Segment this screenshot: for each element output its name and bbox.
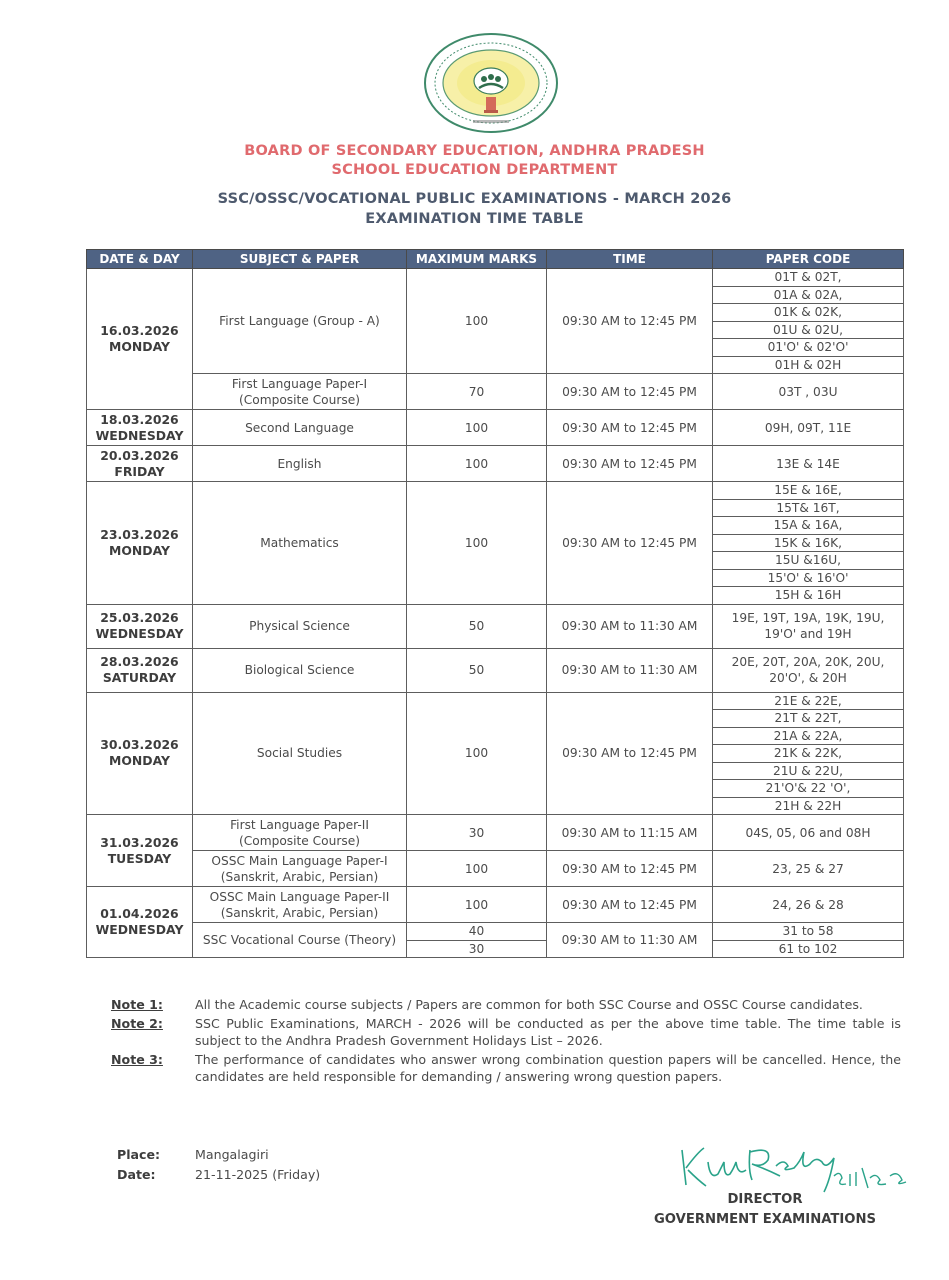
time-cell: 09:30 AM to 12:45 PM [547,269,713,374]
time-cell: 09:30 AM to 12:45 PM [547,692,713,815]
time-cell: 09:30 AM to 11:30 AM [547,648,713,692]
exam-date: 20.03.2026 [100,447,179,463]
time-cell: 09:30 AM to 11:15 AM [547,815,713,851]
note-text: The performance of candidates who answer wrong combination question papers will be cancelled. Hence, the candidates are held responsible for demanding / answering wrong question papers. [195,1051,901,1084]
date-cell [87,269,193,410]
table-header-row [87,250,904,269]
notes-section [111,996,901,1087]
marks-cell: 100 [407,887,547,923]
signatory-department: GOVERNMENT EXAMINATIONS [653,1212,877,1227]
paper-code-cell [713,648,904,692]
signature-icon [676,1140,926,1200]
marks-cell: 50 [407,648,547,692]
note-label: Note 3: [111,1051,163,1067]
time-cell: 09:30 AM to 11:30 AM [547,604,713,648]
note-item [111,996,901,1014]
subject-cell: Physical Science [193,604,407,648]
subject-cell [193,887,407,923]
paper-code-cell: 21T & 22T, [713,710,904,728]
time-cell: 09:30 AM to 12:45 PM [547,410,713,446]
date-cell [87,604,193,648]
note-item [111,1051,901,1086]
table-row [87,446,904,482]
marks-cell: 100 [407,269,547,374]
column-header-marks: MAXIMUM MARKS [407,250,547,269]
paper-code-cell: 15A & 16A, [713,517,904,535]
subject-cell: Biological Science [193,648,407,692]
note-label: Note 1: [111,997,163,1012]
date-cell [87,648,193,692]
subject-cell: Social Studies [193,692,407,815]
subject-cell: SSC Vocational Course (Theory) [193,923,407,958]
date-label: Date: [117,1167,156,1182]
subject-line: (Composite Course) [239,833,360,848]
table-row [87,604,904,648]
date-cell [87,410,193,446]
government-emblem-icon [423,33,559,137]
paper-code-line: 19'O' and 19H [764,627,852,641]
paper-code-cell: 15U &16U, [713,552,904,570]
paper-code-line: 20E, 20T, 20A, 20K, 20U, [731,655,885,669]
signatory-designation: DIRECTOR [727,1192,803,1207]
paper-code-cell: 23, 25 & 27 [713,851,904,887]
marks-cell: 100 [407,482,547,605]
paper-code-cell: 61 to 102 [713,940,904,958]
paper-code-line: 20'O', & 20H [769,671,847,685]
paper-code-cell: 21H & 22H [713,797,904,815]
board-name: BOARD OF SECONDARY EDUCATION, ANDHRA PRADESH [244,143,705,159]
exam-timetable [86,249,904,958]
marks-cell: 50 [407,604,547,648]
subject-cell: First Language (Group - A) [193,269,407,374]
exam-date: 18.03.2026 [100,411,179,427]
exam-day: WEDNESDAY [95,626,184,641]
time-cell: 09:30 AM to 12:45 PM [547,446,713,482]
marks-cell: 100 [407,851,547,887]
subject-line: First Language Paper-I [231,376,368,391]
exam-date: 23.03.2026 [100,526,179,542]
subject-cell: Mathematics [193,482,407,605]
paper-code-cell: 01A & 02A, [713,286,904,304]
time-cell: 09:30 AM to 12:45 PM [547,851,713,887]
time-cell: 09:30 AM to 11:30 AM [547,923,713,958]
paper-code-cell: 31 to 58 [713,923,904,941]
paper-code-cell: 01H & 02H [713,356,904,374]
exam-date: 31.03.2026 [100,834,179,850]
exam-date: 16.03.2026 [100,323,179,338]
date-cell [87,446,193,482]
subject-line: (Sanskrit, Arabic, Persian) [220,869,379,884]
exam-day: FRIDAY [114,463,165,479]
subject-cell: Second Language [193,410,407,446]
table-row [87,648,904,692]
department-name: SCHOOL EDUCATION DEPARTMENT [331,162,618,178]
exam-date: 28.03.2026 [100,654,179,669]
exam-date: 01.04.2026 [100,906,179,921]
paper-code-cell: 15T& 16T, [713,499,904,517]
column-header-date: DATE & DAY [87,250,193,269]
table-row [87,692,904,710]
paper-code-cell: 01'O' & 02'O' [713,339,904,357]
paper-code-cell: 15E & 16E, [713,482,904,500]
marks-cell: 40 [407,923,547,941]
note-text: SSC Public Examinations, MARCH - 2026 will be conducted as per the above time table. The time table is subject to the Andhra Pradesh Government Holidays List – 2026. [195,1015,901,1048]
table-row [87,851,904,887]
table-row [87,482,904,500]
paper-code-cell: 01T & 02T, [713,269,904,287]
date-cell [87,815,193,887]
column-header-subject: SUBJECT & PAPER [193,250,407,269]
document-title: SSC/OSSC/VOCATIONAL PUBLIC EXAMINATIONS - MARCH 2026 [217,191,732,207]
subject-line: (Composite Course) [239,392,360,407]
date-cell [87,692,193,815]
paper-code-cell: 15H & 16H [713,587,904,605]
subject-cell [193,851,407,887]
exam-day: WEDNESDAY [95,427,184,443]
table-row [87,887,904,923]
exam-date: 30.03.2026 [100,737,179,753]
paper-code-cell: 04S, 05, 06 and 08H [713,815,904,851]
subject-cell: English [193,446,407,482]
subject-line: OSSC Main Language Paper-I [211,853,388,868]
marks-cell: 100 [407,410,547,446]
paper-code-cell: 21U & 22U, [713,762,904,780]
marks-cell: 70 [407,374,547,410]
place-label: Place: [117,1147,161,1162]
table-row [87,269,904,287]
paper-code-cell: 01K & 02K, [713,304,904,322]
time-cell: 09:30 AM to 12:45 PM [547,374,713,410]
exam-day: SATURDAY [102,670,177,685]
subject-line: (Sanskrit, Arabic, Persian) [220,905,379,920]
document-subtitle: EXAMINATION TIME TABLE [365,211,584,227]
place-value: Mangalagiri [195,1147,269,1162]
marks-cell: 30 [407,940,547,958]
paper-code-cell: 03T , 03U [713,374,904,410]
paper-code-cell: 24, 26 & 28 [713,887,904,923]
paper-code-cell [713,604,904,648]
table-row [87,815,904,851]
exam-day: MONDAY [109,753,170,769]
column-header-time: TIME [547,250,713,269]
marks-cell: 30 [407,815,547,851]
place-date-block [117,1145,320,1185]
note-item [111,1015,901,1050]
exam-day: MONDAY [109,339,170,354]
time-cell: 09:30 AM to 12:45 PM [547,482,713,605]
table-row [87,923,904,941]
exam-day: MONDAY [109,542,170,558]
paper-code-line: 19E, 19T, 19A, 19K, 19U, [731,611,885,625]
note-label: Note 2: [111,1015,163,1031]
paper-code-cell: 21A & 22A, [713,727,904,745]
note-text: All the Academic course subjects / Papers are common for both SSC Course and OSSC Course candidates. [195,997,863,1012]
date-value: 21-11-2025 (Friday) [195,1167,321,1182]
column-header-paper-code: PAPER CODE [713,250,904,269]
subject-line: OSSC Main Language Paper-II [209,889,390,904]
paper-code-cell: 21'O'& 22 'O', [713,780,904,798]
table-row [87,374,904,410]
paper-code-cell: 21K & 22K, [713,745,904,763]
exam-day: WEDNESDAY [95,922,184,937]
marks-cell: 100 [407,446,547,482]
paper-code-cell: 01U & 02U, [713,321,904,339]
paper-code-cell: 15K & 16K, [713,534,904,552]
exam-day: TUESDAY [107,850,172,866]
subject-cell [193,374,407,410]
time-cell: 09:30 AM to 12:45 PM [547,887,713,923]
paper-code-cell: 15'O' & 16'O' [713,569,904,587]
paper-code-cell: 21E & 22E, [713,692,904,710]
table-row [87,410,904,446]
subject-cell [193,815,407,851]
paper-code-cell: 13E & 14E [713,446,904,482]
date-cell [87,887,193,958]
paper-code-cell: 09H, 09T, 11E [713,410,904,446]
marks-cell: 100 [407,692,547,815]
subject-line: First Language Paper-II [230,817,369,832]
exam-date: 25.03.2026 [100,610,179,625]
date-cell [87,482,193,605]
